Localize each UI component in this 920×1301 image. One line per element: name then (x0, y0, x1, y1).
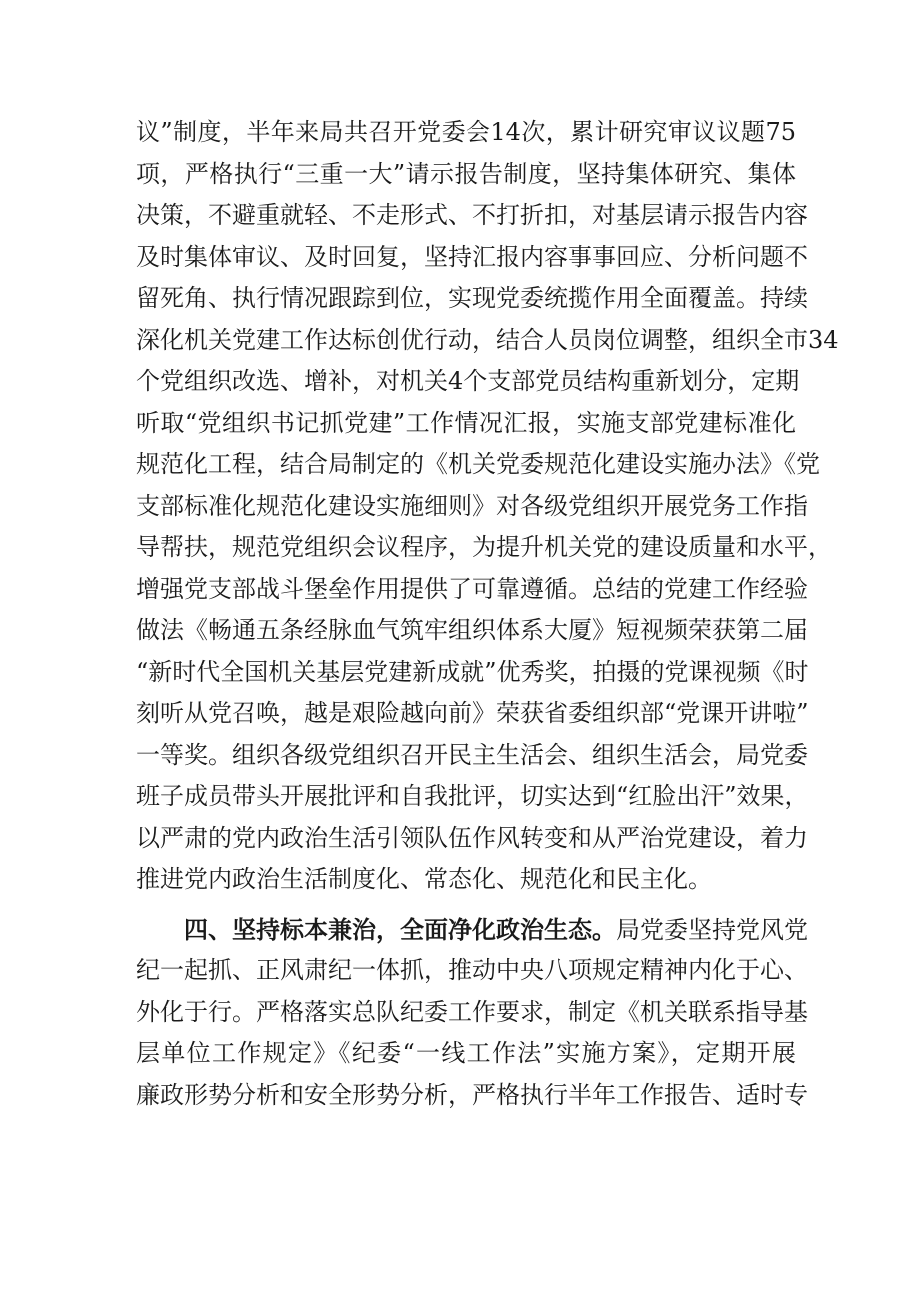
text-line: 做法《畅通五条经脉血气筑牢组织体系大厦》短视频荣获第二届 (136, 616, 808, 644)
text-line: 增强党支部战斗堡垒作用提供了可靠遵循。总结的党建工作经验 (136, 574, 808, 603)
text-line: 支部标准化规范化建设实施细则》对各级党组织开展党务工作指 (136, 491, 808, 520)
text-line: 纪一起抓、正风肃纪一体抓，推动中央八项规定精神内化于心、 (136, 956, 808, 984)
text-line: “新时代全国机关基层党建新成就”优秀奖，拍摄的党课视频《时 (136, 657, 809, 686)
text-line: 规范化工程，结合局制定的《机关党委规范化建设实施办法》《党 (136, 450, 820, 478)
text-line: 深化机关党建工作达标创优行动，结合人员岗位调整，组织全市34 (136, 325, 839, 354)
text-line: 议”制度，半年来局共召开党委会14次，累计研究审议议题75 (136, 118, 796, 146)
text-line: 外化于行。严格落实总队纪委工作要求，制定《机关联系指导基 (136, 997, 808, 1026)
text-line: 廉政形势分析和安全形势分析，严格执行半年工作报告、适时专 (136, 1080, 808, 1109)
section-heading-continuation: 局党委坚持党风党 (616, 915, 808, 944)
paragraph-party-building (136, 112, 839, 901)
paragraph-political-ecology (136, 909, 808, 1117)
text-line: 留死角、执行情况跟踪到位，实现党委统揽作用全面覆盖。持续 (136, 284, 808, 312)
text-line: 听取“党组织书记抓党建”工作情况汇报，实施支部党建标准化 (136, 408, 796, 437)
text-line: 个党组织改选、增补，对机关4个支部党员结构重新划分，定期 (136, 367, 800, 395)
text-line: 决策，不避重就轻、不走形式、不打折扣，对基层请示报告内容 (136, 201, 808, 229)
text-line: 班子成员带头开展批评和自我批评，切实达到“红脸出汗”效果， (136, 782, 809, 810)
paragraph-spacer (136, 901, 796, 909)
text-line: 层单位工作规定》《纪委“一线工作法”实施方案》，定期开展 (136, 1039, 796, 1067)
text-line: 导帮扶，规范党组织会议程序，为提升机关党的建设质量和水平， (136, 533, 832, 561)
text-line-first (136, 909, 808, 951)
text-line: 及时集体审议、及时回复，坚持汇报内容事事回应、分析问题不 (136, 242, 808, 271)
text-line: 刻听从党召唤，越是艰险越向前》荣获省委组织部“党课开讲啦” (136, 699, 809, 727)
text-line: 以严肃的党内政治生活引领队伍作风转变和从严治党建设，着力 (136, 823, 808, 852)
document-body (136, 112, 839, 1116)
text-line: 项，严格执行“三重一大”请示报告制度，坚持集体研究、集体 (136, 159, 796, 188)
text-line: 推进党内政治生活制度化、常态化、规范化和民主化。 (136, 865, 712, 893)
section-heading: 四、坚持标本兼治，全面净化政治生态。 (184, 914, 616, 944)
text-line: 一等奖。组织各级党组织召开民主生活会、组织生活会，局党委 (136, 740, 808, 769)
